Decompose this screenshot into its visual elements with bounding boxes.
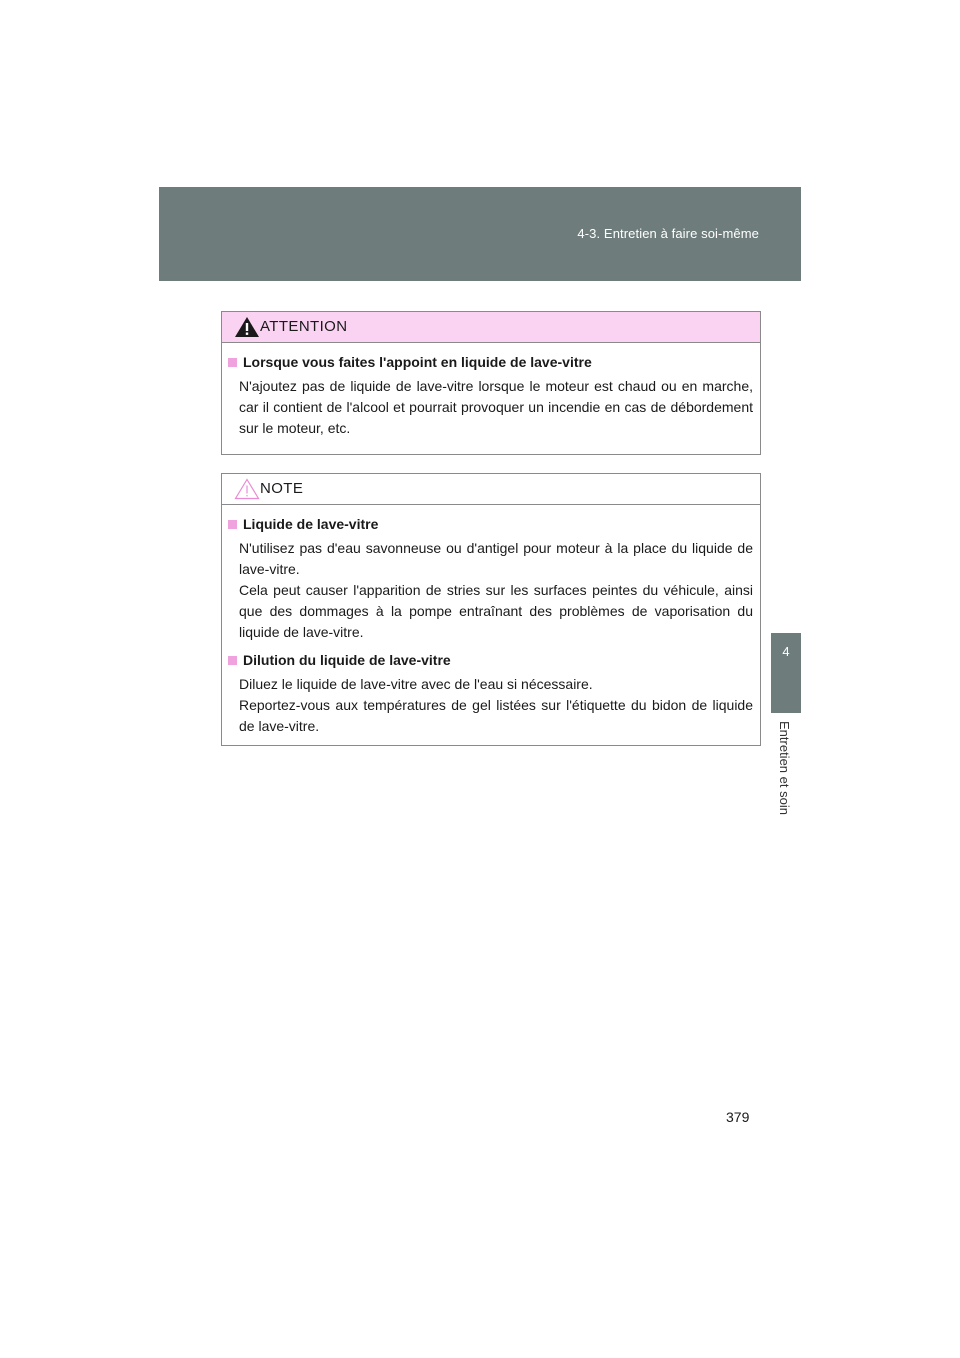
note-header: [222, 474, 760, 505]
note-item: [228, 649, 753, 737]
chapter-label: Entretien et soin: [777, 721, 792, 815]
attention-box: [221, 311, 761, 455]
note-item-title: [228, 513, 753, 535]
square-bullet-icon: [228, 656, 237, 665]
note-item-text-line: Cela peut causer l'apparition de stries sur les surfaces peintes du véhicule, ainsi que des dommages à la pompe entraînant des problèmes de vaporisation du liquide de lave-vitre.: [239, 582, 753, 640]
note-box: [221, 473, 761, 746]
header-bar: [159, 187, 801, 281]
chapter-tab-label-area: [771, 713, 801, 843]
note-item-title: [228, 649, 753, 671]
note-item-title-text: Dilution du liquide de lave-vitre: [243, 652, 451, 668]
note-item: [228, 513, 753, 643]
square-bullet-icon: [228, 358, 237, 367]
section-title: 4-3. Entretien à faire soi-même: [577, 226, 759, 241]
note-item-text-line: N'utilisez pas d'eau savonneuse ou d'antigel pour moteur à la place du liquide de lave-vitre.: [239, 540, 753, 577]
note-item-title-text: Liquide de lave-vitre: [243, 516, 379, 532]
attention-item-title: [228, 351, 753, 373]
attention-label: ATTENTION: [260, 318, 348, 335]
attention-body: [222, 343, 760, 439]
warning-triangle-icon: [234, 316, 260, 338]
chapter-number: 4: [782, 644, 790, 659]
note-item-text: [239, 538, 753, 643]
attention-item-title-text: Lorsque vous faites l'appoint en liquide de lave-vitre: [243, 354, 592, 370]
attention-item-text: N'ajoutez pas de liquide de lave-vitre lorsque le moteur est chaud ou en marche, car il contient de l'alcool et pourrait provoquer un incendie en cas de débordement sur le moteur, etc.: [239, 378, 753, 436]
caution-triangle-outline-icon: [234, 478, 260, 500]
note-body: [222, 505, 760, 737]
chapter-tab: [771, 633, 801, 713]
note-item-text-line: Diluez le liquide de lave-vitre avec de l'eau si nécessaire.: [239, 676, 593, 692]
page-number: 379: [726, 1109, 750, 1125]
attention-header: [222, 312, 760, 343]
note-item-text: [239, 674, 753, 737]
note-item-text-line: Reportez-vous aux températures de gel listées sur l'étiquette du bidon de liquide de lave-vitre.: [239, 697, 753, 734]
note-label: NOTE: [260, 480, 304, 497]
square-bullet-icon: [228, 520, 237, 529]
attention-item: [228, 351, 753, 439]
